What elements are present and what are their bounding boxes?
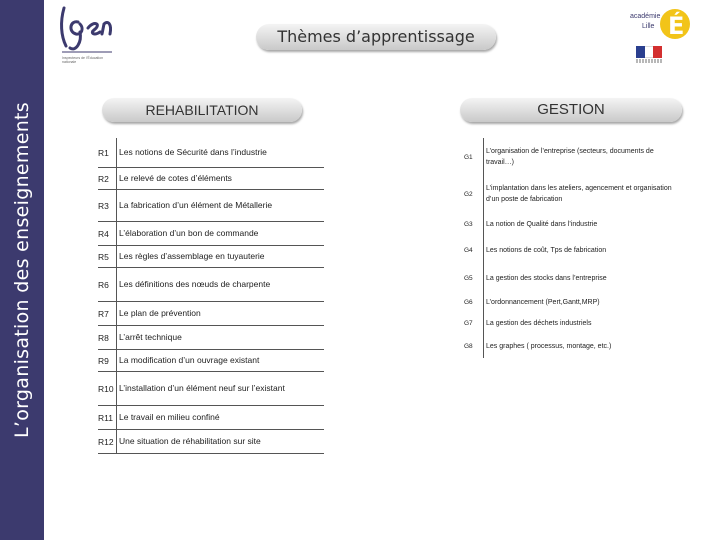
item-label: L’arrêt technique	[119, 332, 182, 342]
item-label: L’installation d’un élément neuf sur l’existant	[119, 383, 285, 393]
item-label: L’implantation dans les ateliers, agencement et organisation d’un poste de fabrication	[486, 185, 672, 203]
item-label: Les notions de Sécurité dans l’industrie	[119, 147, 267, 157]
item-label: Le plan de prévention	[119, 308, 201, 318]
item-code: R1	[98, 138, 117, 167]
list-item	[460, 312, 682, 334]
item-code: G1	[464, 138, 484, 176]
gestion-heading: GESTION	[460, 98, 682, 122]
item-code: G5	[464, 264, 484, 292]
item-code: R6	[98, 268, 117, 301]
item-code: R11	[98, 406, 117, 429]
item-label: La gestion des déchets industriels	[486, 319, 592, 327]
rehabilitation-heading: REHABILITATION	[102, 98, 302, 122]
list-item	[460, 138, 682, 176]
list-item	[98, 268, 324, 302]
list-item	[98, 138, 324, 168]
item-code: G4	[464, 236, 484, 264]
item-code: R2	[98, 168, 117, 189]
list-item	[98, 168, 324, 190]
sidebar-title: L’organisation des enseignements	[11, 102, 33, 438]
item-label: L’ordonnancement (Pert,Gantt,MRP)	[486, 298, 600, 306]
list-item	[460, 236, 682, 264]
sidebar-band	[0, 0, 44, 540]
academie-logo-top: académie	[630, 13, 661, 20]
item-label: Les définitions des nœuds de charpente	[119, 279, 271, 289]
list-item	[98, 190, 324, 222]
item-label: Les notions de coût, Tps de fabrication	[486, 246, 607, 254]
list-item	[98, 406, 324, 430]
page-title: Thèmes d’apprentissage	[256, 24, 496, 50]
academie-lille-logo	[628, 4, 692, 46]
item-label: Le relevé de cotes d’éléments	[119, 173, 232, 183]
list-item	[460, 212, 682, 236]
ien-logo-subtext: Inspecteurs de l’Éducation nationale	[62, 56, 104, 64]
item-label: Le travail en milieu confiné	[119, 412, 220, 422]
list-item	[98, 326, 324, 350]
item-label: Une situation de réhabilitation sur site	[119, 436, 261, 446]
item-code: G2	[464, 176, 484, 212]
item-label: La fabrication d’un élément de Métallerie	[119, 200, 273, 210]
item-code: R10	[98, 372, 117, 405]
french-flag-icon	[636, 46, 662, 64]
item-code: R12	[98, 430, 117, 453]
list-item	[98, 222, 324, 246]
list-item	[98, 246, 324, 268]
list-item	[98, 350, 324, 372]
item-code: G8	[464, 334, 484, 358]
item-code: R3	[98, 190, 117, 221]
academie-logo-bottom: Lille	[642, 23, 655, 30]
item-code: R4	[98, 222, 117, 245]
item-code: R7	[98, 302, 117, 325]
list-item	[460, 264, 682, 292]
item-label: L’élaboration d’un bon de commande	[119, 228, 259, 238]
item-code: G7	[464, 312, 484, 334]
list-item	[460, 334, 682, 358]
academie-logo-icon	[628, 4, 692, 46]
list-item	[460, 292, 682, 312]
ien-logo	[58, 2, 114, 66]
item-label: La notion de Qualité dans l’industrie	[486, 220, 598, 228]
item-code: R5	[98, 246, 117, 267]
item-label: L’organisation de l’entreprise (secteurs, documents de travail…)	[486, 148, 654, 166]
item-code: R9	[98, 350, 117, 371]
item-code: R8	[98, 326, 117, 349]
item-code: G3	[464, 212, 484, 236]
item-label: La modification d’un ouvrage existant	[119, 355, 260, 365]
item-label: Les graphes ( processus, montage, etc.)	[486, 342, 612, 350]
item-label: Les règles d’assemblage en tuyauterie	[119, 251, 265, 261]
list-item	[98, 372, 324, 406]
item-label: La gestion des stocks dans l’entreprise	[486, 274, 607, 282]
svg-text:É: É	[668, 12, 685, 40]
list-item	[460, 176, 682, 212]
list-item	[98, 302, 324, 326]
ien-logo-icon	[58, 2, 114, 56]
list-item	[98, 430, 324, 454]
item-code: G6	[464, 292, 484, 312]
